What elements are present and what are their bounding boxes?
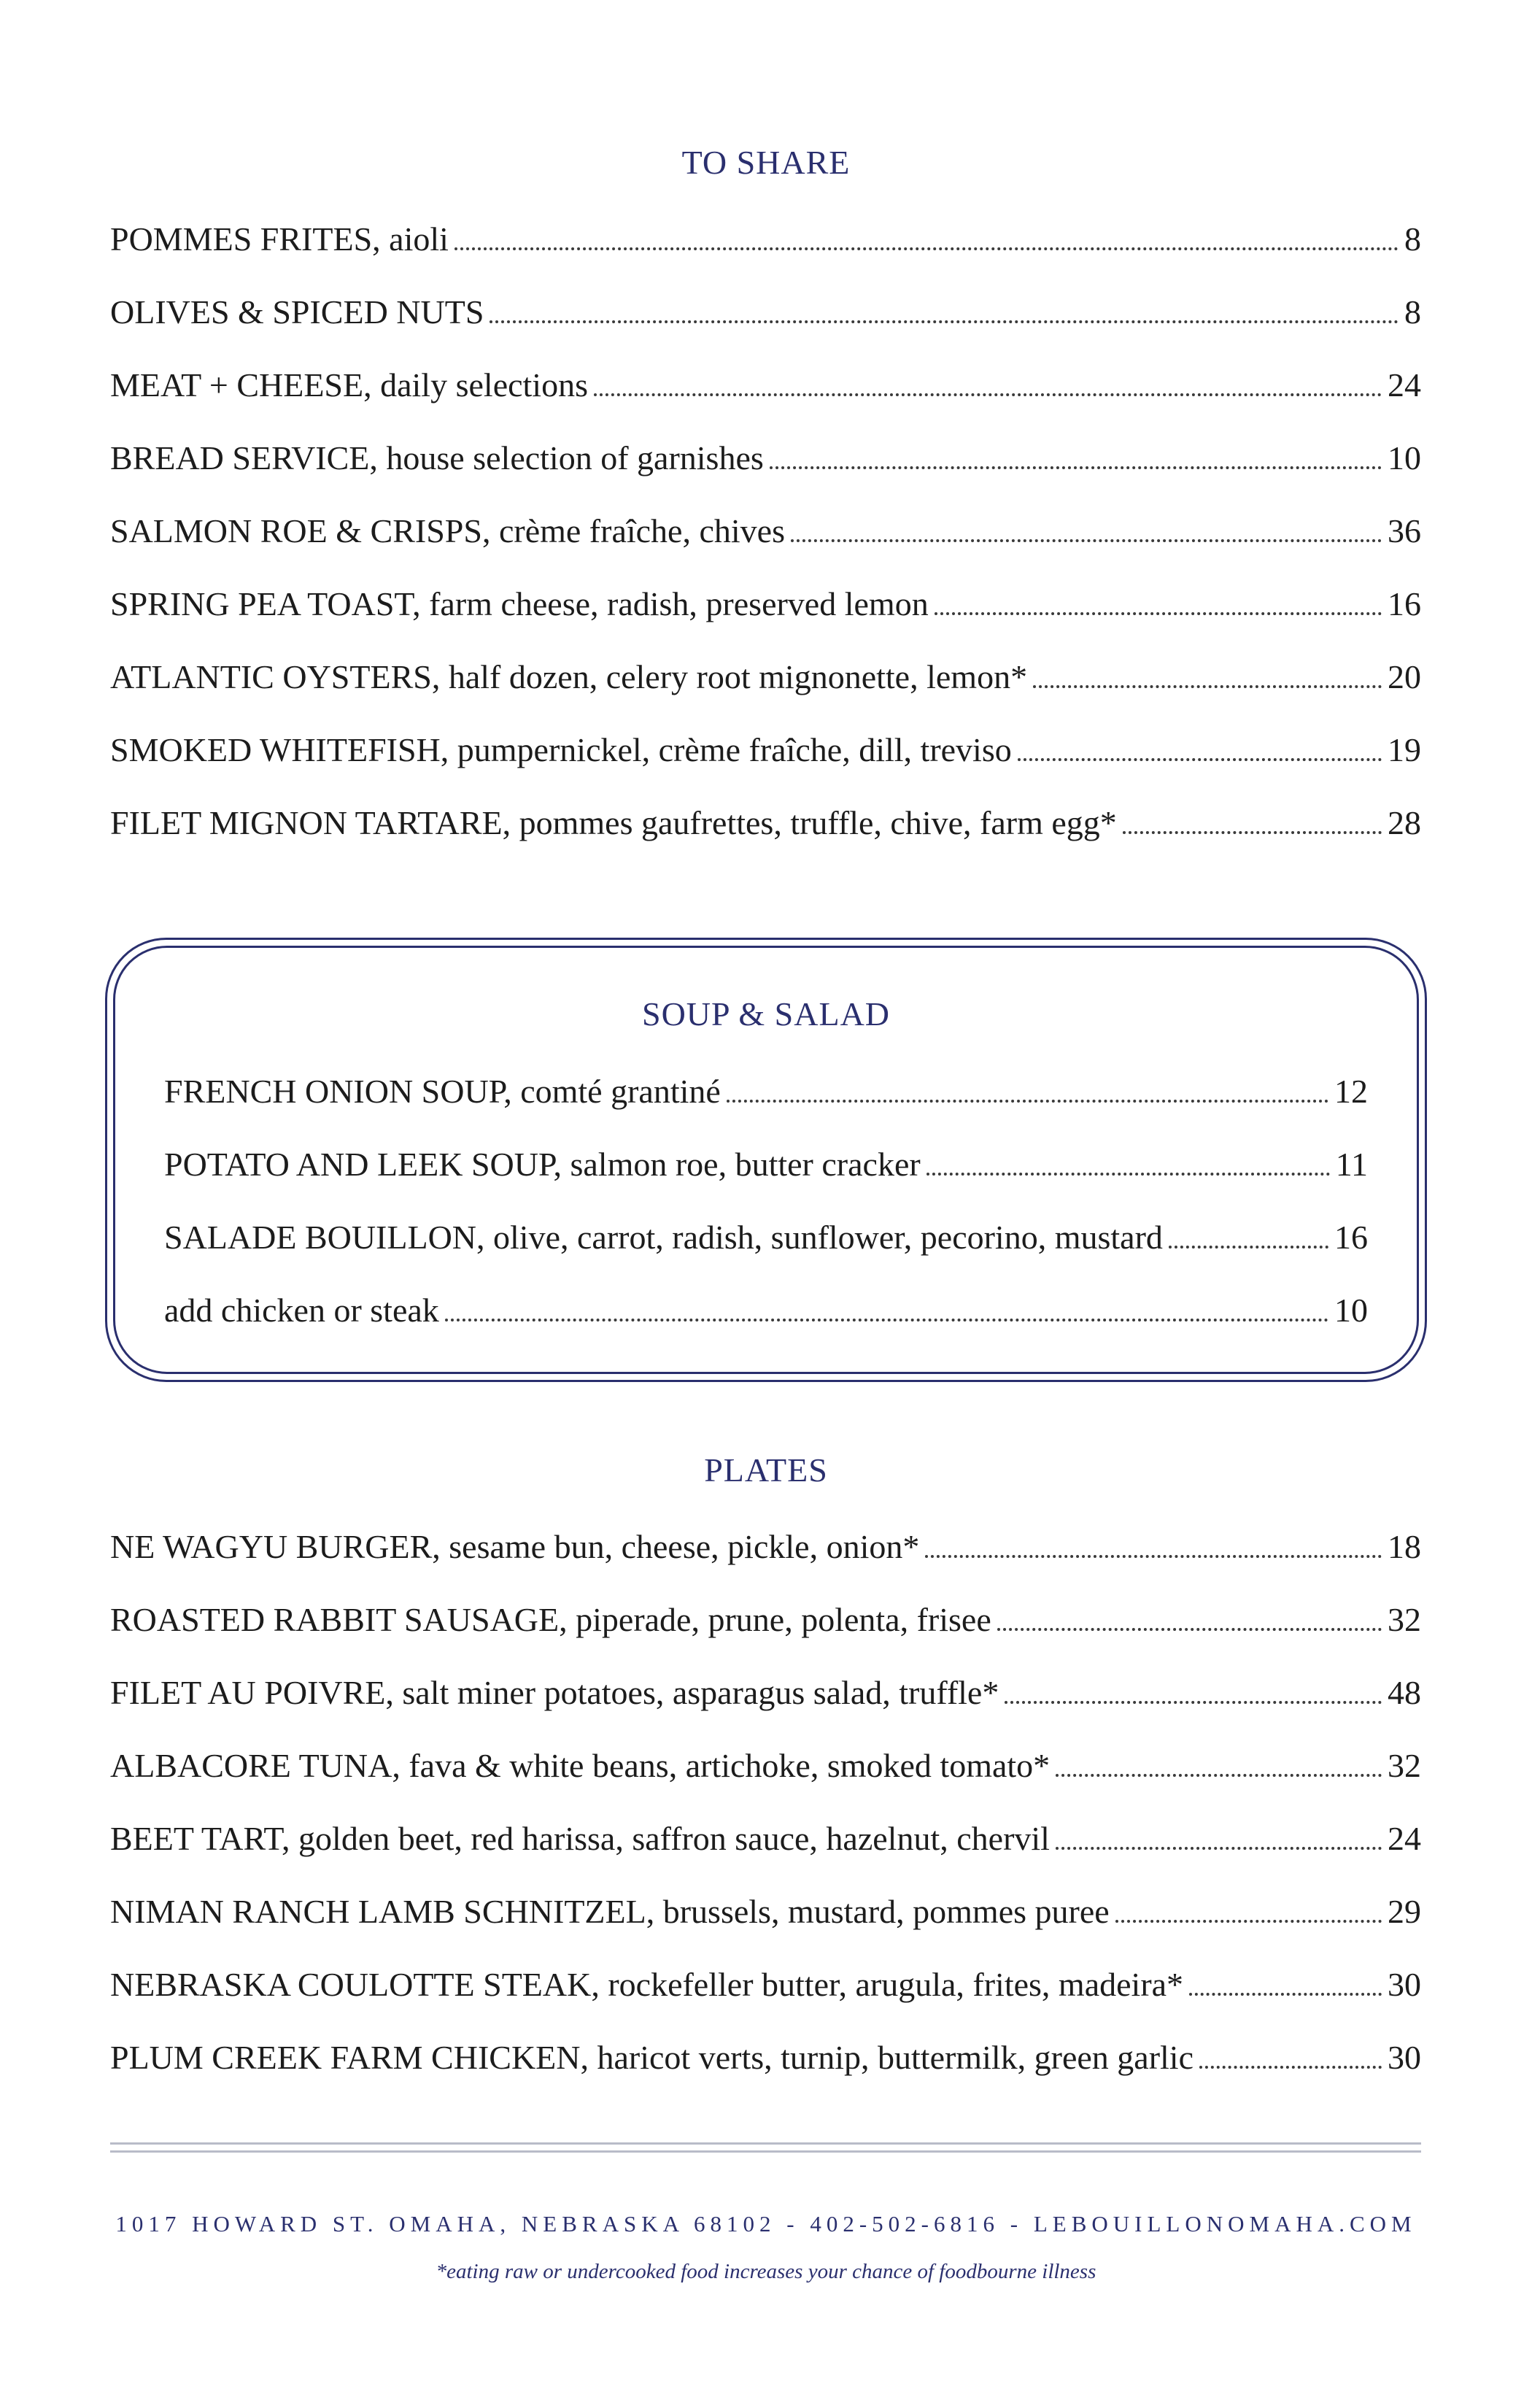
section-title-plates: PLATES — [704, 1451, 828, 1489]
item-price: 24 — [1388, 1819, 1421, 1857]
dot-leader — [925, 1555, 1382, 1558]
item-name: NEBRASKA COULOTTE STEAK, rockefeller butter, arugula, frites, madeira* — [110, 1965, 1184, 2003]
item-name: FRENCH ONION SOUP, comté grantiné — [164, 1072, 721, 1110]
item-name: SALMON ROE & CRISPS, crème fraîche, chives — [110, 512, 785, 549]
menu-item — [164, 1273, 1368, 1346]
to-share-list — [110, 202, 1421, 859]
dot-leader — [770, 466, 1382, 469]
item-price: 48 — [1388, 1673, 1421, 1711]
item-name: SMOKED WHITEFISH, pumpernickel, crème fraîche, dill, treviso — [110, 730, 1012, 768]
item-name: OLIVES & SPICED NUTS — [110, 293, 484, 331]
dot-leader — [1018, 758, 1382, 761]
soup-salad-list — [164, 1054, 1368, 1346]
menu-item — [110, 1948, 1421, 2021]
item-name: SPRING PEA TOAST, farm cheese, radish, preserved lemon — [110, 584, 929, 622]
dot-leader — [926, 1173, 1330, 1176]
menu-item — [164, 1200, 1368, 1273]
item-price: 16 — [1388, 584, 1421, 622]
menu-item — [110, 1583, 1421, 1656]
dot-leader — [445, 1319, 1328, 1321]
menu-item — [110, 1875, 1421, 1948]
dot-leader — [1056, 1847, 1382, 1850]
item-name: MEAT + CHEESE, daily selections — [110, 366, 588, 404]
section-title-soup-salad: SOUP & SALAD — [641, 995, 891, 1033]
item-price: 20 — [1388, 657, 1421, 695]
item-price: 29 — [1388, 1892, 1421, 1930]
menu-item — [110, 1802, 1421, 1875]
dot-leader — [935, 612, 1382, 615]
plates-list — [110, 1510, 1421, 2094]
menu-item — [110, 640, 1421, 713]
dot-leader — [1056, 1774, 1382, 1777]
menu-item — [110, 713, 1421, 786]
item-name: ATLANTIC OYSTERS, half dozen, celery root mignonette, lemon* — [110, 657, 1028, 695]
item-name: SALADE BOUILLON, olive, carrot, radish, sunflower, pecorino, mustard — [164, 1218, 1163, 1256]
item-price: 12 — [1334, 1072, 1368, 1110]
dot-leader — [727, 1100, 1328, 1103]
item-price: 30 — [1388, 1965, 1421, 2003]
menu-item — [110, 494, 1421, 567]
item-price: 18 — [1388, 1527, 1421, 1565]
item-name: NE WAGYU BURGER, sesame bun, cheese, pickle, onion* — [110, 1527, 920, 1565]
item-name: FILET MIGNON TARTARE, pommes gaufrettes, truffle, chive, farm egg* — [110, 803, 1117, 841]
section-title-to-share: TO SHARE — [681, 144, 851, 181]
item-price: 28 — [1388, 803, 1421, 841]
dot-leader — [1115, 1920, 1382, 1923]
item-price: 10 — [1388, 439, 1421, 476]
menu-item — [110, 1656, 1421, 1729]
menu-item — [110, 786, 1421, 859]
dot-leader — [594, 393, 1382, 396]
item-name: POTATO AND LEEK SOUP, salmon roe, butter cracker — [164, 1145, 921, 1183]
menu-item — [110, 2021, 1421, 2094]
item-name: POMMES FRITES, aioli — [110, 220, 449, 258]
item-name: PLUM CREEK FARM CHICKEN, haricot verts, turnip, buttermilk, green garlic — [110, 2038, 1194, 2076]
raw-food-disclaimer: *eating raw or undercooked food increases your chance of foodbourne illness — [436, 2260, 1096, 2283]
item-price: 10 — [1334, 1291, 1368, 1329]
item-price: 8 — [1404, 220, 1421, 258]
dot-leader — [1005, 1701, 1382, 1704]
dot-leader — [1189, 1993, 1382, 1996]
item-price: 11 — [1335, 1145, 1368, 1183]
dot-leader — [454, 247, 1398, 250]
dot-leader — [490, 320, 1398, 323]
dot-leader — [1169, 1246, 1328, 1249]
dot-leader — [997, 1628, 1382, 1631]
item-price: 8 — [1404, 293, 1421, 331]
dot-leader — [1123, 831, 1382, 834]
footer-rule-bottom — [110, 2150, 1421, 2153]
item-name: add chicken or steak — [164, 1291, 439, 1329]
menu-item — [110, 348, 1421, 421]
menu-item — [110, 421, 1421, 494]
menu-item — [110, 567, 1421, 640]
restaurant-address: 1017 HOWARD ST. OMAHA, NEBRASKA 68102 - 402-502-6816 - LEBOUILLONOMAHA.COM — [115, 2211, 1417, 2237]
dot-leader — [791, 539, 1382, 542]
item-name: BREAD SERVICE, house selection of garnishes — [110, 439, 764, 476]
item-price: 32 — [1388, 1746, 1421, 1784]
menu-item — [110, 202, 1421, 275]
item-name: ROASTED RABBIT SAUSAGE, piperade, prune, polenta, frisee — [110, 1600, 991, 1638]
item-price: 19 — [1388, 730, 1421, 768]
menu-item — [164, 1127, 1368, 1200]
dot-leader — [1033, 685, 1382, 688]
menu-item — [110, 1729, 1421, 1802]
menu-item — [110, 1510, 1421, 1583]
item-name: ALBACORE TUNA, fava & white beans, artichoke, smoked tomato* — [110, 1746, 1051, 1784]
footer-rule-top — [110, 2142, 1421, 2145]
menu-item — [164, 1054, 1368, 1127]
item-price: 16 — [1334, 1218, 1368, 1256]
dot-leader — [1199, 2066, 1382, 2069]
item-name: NIMAN RANCH LAMB SCHNITZEL, brussels, mustard, pommes puree — [110, 1892, 1110, 1930]
item-price: 30 — [1388, 2038, 1421, 2076]
item-price: 24 — [1388, 366, 1421, 404]
item-price: 32 — [1388, 1600, 1421, 1638]
menu-item — [110, 275, 1421, 348]
item-price: 36 — [1388, 512, 1421, 549]
item-name: BEET TART, golden beet, red harissa, saffron sauce, hazelnut, chervil — [110, 1819, 1050, 1857]
item-name: FILET AU POIVRE, salt miner potatoes, asparagus salad, truffle* — [110, 1673, 999, 1711]
